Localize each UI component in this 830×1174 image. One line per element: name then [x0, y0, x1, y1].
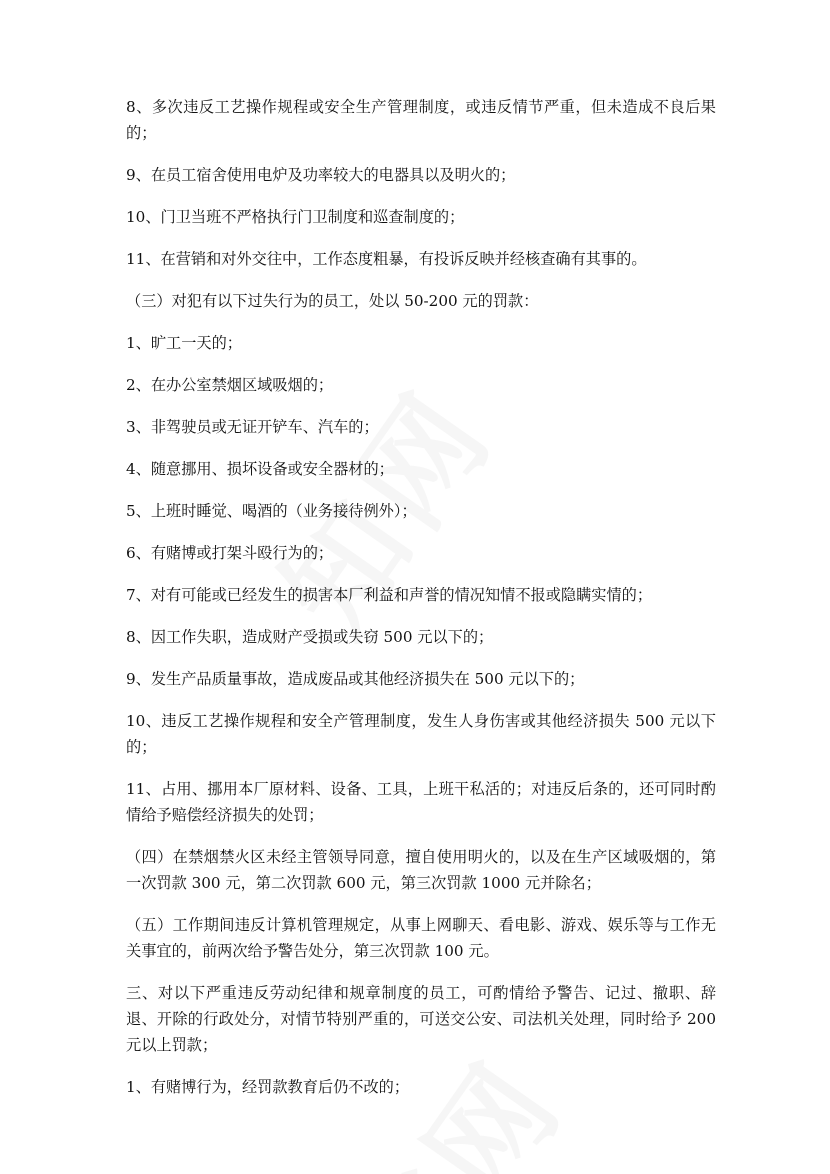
paragraph: 6、有赌博或打架斗殴行为的； — [126, 544, 334, 562]
paragraph: 7、对有可能或已经发生的损害本厂利益和声誉的情况知情不报或隐瞒实情的； — [126, 586, 653, 604]
document-body — [126, 94, 716, 1116]
paragraph: 8、因工作失职，造成财产受损或失窃 500 元以下的； — [126, 628, 494, 646]
section-heading: 三、对以下严重违反劳动纪律和规章制度的员工，可酌情给予警告、记过、撤职、辞退、开除的行政处分，对情节特别严重的，可送交公安、司法机关处理，同时给予 200 元以上罚款； — [126, 984, 716, 1054]
paragraph: 9、发生产品质量事故，造成废品或其他经济损失在 500 元以下的； — [126, 670, 585, 688]
paragraph: 9、在员工宿舍使用电炉及功率较大的电器具以及明火的； — [126, 166, 516, 184]
section-heading: （四）在禁烟禁火区未经主管领导同意，擅自使用明火的，以及在生产区域吸烟的，第一次罚款 300 元，第二次罚款 600 元，第三次罚款 1000 元并除名； — [126, 848, 716, 892]
paragraph: 4、随意挪用、损坏设备或安全器材的； — [126, 460, 394, 478]
paragraph: 10、违反工艺操作规程和安全产管理制度，发生人身伤害或其他经济损失 500 元以下的； — [126, 712, 716, 756]
paragraph: 11、占用、挪用本厂原材料、设备、工具，上班干私活的；对违反后条的，还可同时酌情给予赔偿经济损失的处罚； — [126, 780, 716, 824]
paragraph: 10、门卫当班不严格执行门卫制度和巡查制度的； — [126, 208, 465, 226]
paragraph: 1、旷工一天的； — [126, 334, 242, 352]
section-heading: （五）工作期间违反计算机管理规定，从事上网聊天、看电影、游戏、娱乐等与工作无关事宜的，前两次给予警告处分，第三次罚款 100 元。 — [126, 916, 716, 960]
paragraph: 1、有赌博行为，经罚款教育后仍不改的； — [126, 1078, 410, 1096]
paragraph: 3、非驾驶员或无证开铲车、汽车的； — [126, 418, 379, 436]
paragraph: 8、多次违反工艺操作规程或安全生产管理制度，或违反情节严重，但未造成不良后果的； — [126, 98, 716, 142]
paragraph: 2、在办公室禁烟区域吸烟的； — [126, 376, 334, 394]
section-heading: （三）对犯有以下过失行为的员工，处以 50-200 元的罚款： — [126, 292, 539, 310]
paragraph: 5、上班时睡觉、喝酒的（业务接待例外）； — [126, 502, 417, 520]
paragraph: 11、在营销和对外交往中，工作态度粗暴，有投诉反映并经核查确有其事的。 — [126, 250, 647, 268]
